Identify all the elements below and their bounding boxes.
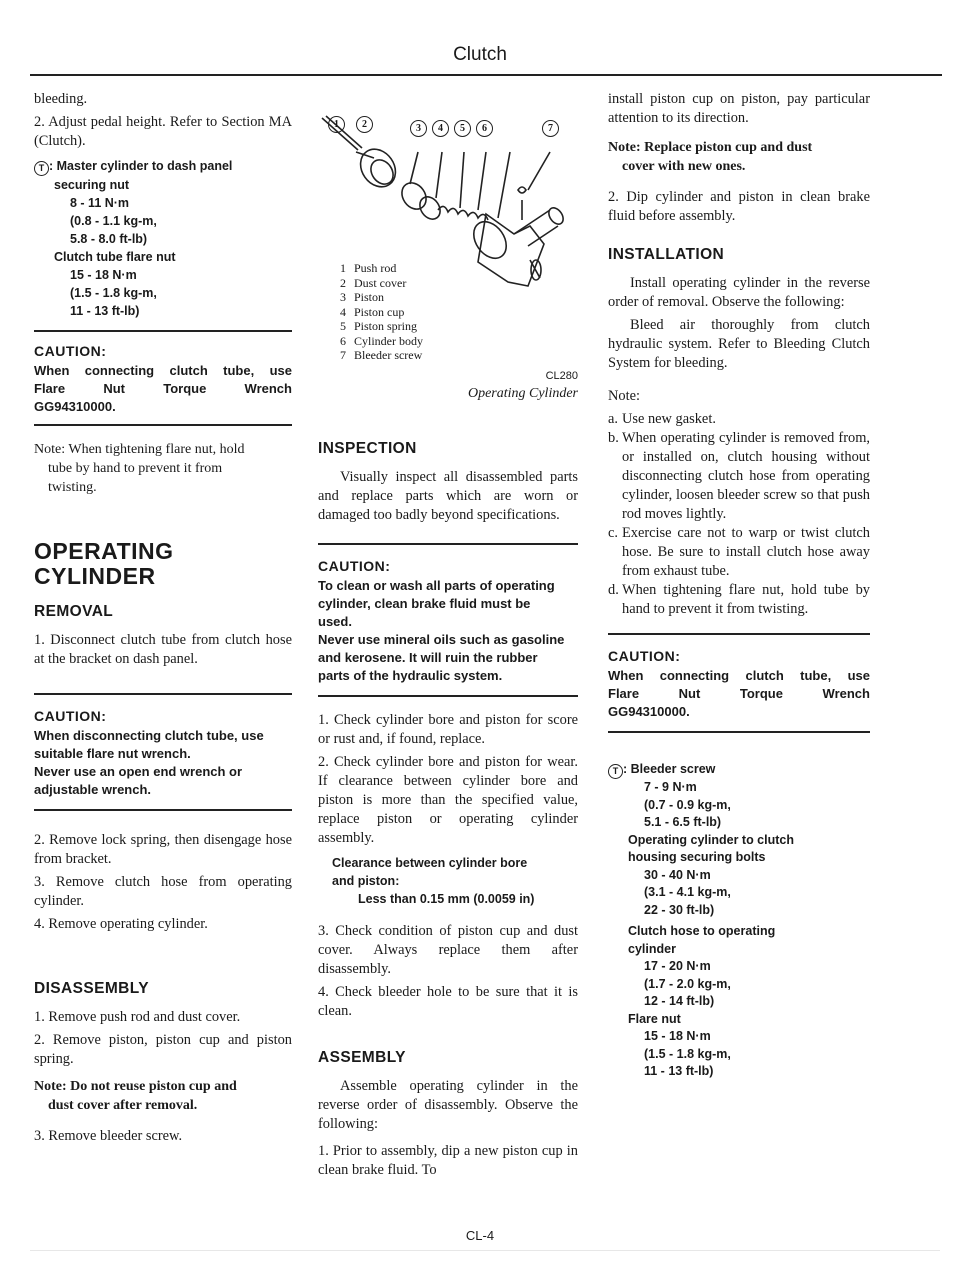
spec-value: (0.8 - 1.1 kg-m, [70,214,157,228]
section-heading-line: OPERATING [34,538,174,564]
note-line: dust cover after removal. [48,1098,198,1113]
spec-title: Operating cylinder to clutch [628,832,794,847]
caution-word: tube, [800,668,832,683]
removal-step-2: 2. Remove lock spring, then disengage hose from bracket. [34,832,292,867]
note-line: Note: Do not reuse piston cup and [34,1079,237,1094]
spec-title: Clutch hose to operating [628,924,776,938]
caution-line: and kerosene. It will ruin the rubber [318,650,538,665]
note-key: c. [608,525,618,541]
spec-value: (1.7 - 2.0 kg-m, [644,976,731,991]
callout-4: 4 [432,120,449,137]
divider [34,809,292,811]
caution-line: suitable flare nut wrench. [34,746,191,761]
callout-2: 2 [356,116,373,133]
inspection-heading: INSPECTION [318,440,417,457]
section-heading [34,539,292,589]
removal-step-1: 1. Disconnect clutch tube from clutch hose at the bracket on dash panel. [34,632,292,667]
divider [34,693,292,695]
note-line: Note: Replace piston cup and dust [608,140,813,155]
legend-label: Cylinder body [354,333,423,348]
tool-number: GG94310000. [608,704,690,719]
callout-1: 1 [328,116,345,133]
spec-title: and piston: [332,874,400,888]
caution-line [608,667,870,685]
caution-line [608,685,870,703]
legend-number: 4 [340,304,346,319]
caution-word: Torque [739,686,783,701]
inspection-step-2: 2. Check cylinder bore and piston for wear. If clearance between cylinder bore and piston is more than the specified value, replace piston or operating cylinder assembly. [318,754,578,846]
header-divider [30,74,942,76]
torque-spec-operating-cylinder [608,761,870,1081]
installation-text-1: Install operating cylinder in the reverse order of removal. Observe the following: [608,275,870,310]
disassembly-step-2: 2. Remove piston, piston cup and piston spring. [34,1032,292,1067]
legend-item [340,348,480,363]
spec-value: (3.1 - 4.1 kg-m, [644,885,731,899]
assembly-text: Assemble operating cylinder in the reverse order of disassembly. Observe the following: [318,1078,578,1132]
caution-line [34,362,292,380]
spec-title: : Bleeder screw [623,762,716,776]
note-line: twisting. [48,480,97,495]
removal-step-3: 3. Remove clutch hose from operating cylinder. [34,874,292,909]
spec-value: 11 - 13 ft-lb) [644,1064,714,1078]
note-line: Note: When tightening flare nut, hold [34,442,245,457]
spec-title: cylinder [628,941,676,956]
legend-item [340,276,480,291]
step-adjust-pedal: 2. Adjust pedal height. Refer to Section MA (Clutch). [34,114,292,149]
figure-caption: Operating Cylinder [467,386,578,401]
note-item [608,524,870,581]
note-line: tube by hand to prevent it from [48,461,223,476]
divider [608,731,870,733]
page-number: CL-4 [465,1228,495,1243]
note-item [608,410,870,429]
spec-value: 5.1 - 6.5 ft-lb) [644,815,722,829]
note-item [608,581,870,619]
spec-value: 15 - 18 N·m [644,1029,711,1043]
spec-value: 8 - 11 N·m [70,196,130,210]
assembly-heading: ASSEMBLY [318,1049,406,1066]
caution-heading: CAUTION: [34,343,107,359]
caution-word: clutch [169,363,208,378]
footer-divider [30,1250,940,1251]
caution-line: cylinder, clean brake fluid must be [318,596,531,611]
spec-title: Clutch tube flare nut [54,250,176,264]
figure-code: CL280 [545,370,578,382]
spec-value: 12 - 14 ft-lb) [644,994,715,1008]
installation-text-2: Bleed air thoroughly from clutch hydraulic system. Refer to Bleeding Clutch System for bleeding. [608,317,870,371]
note-key: b. [608,430,619,446]
callout-5: 5 [454,120,471,137]
column-right [608,90,870,1081]
caution-word: Flare [608,686,640,701]
caution-line: When disconnecting clutch tube, use [34,728,264,743]
spec-value: 11 - 13 ft-lb) [70,304,140,318]
spec-value: 22 - 30 ft-lb) [644,902,715,917]
cylinder-exploded-drawing [318,110,578,410]
legend-number: 6 [340,333,346,348]
caution-line: parts of the hydraulic system. [318,668,503,683]
note-text: When tightening flare nut, hold tube by hand to prevent it from twisting. [622,582,870,617]
torque-icon: T [608,764,623,779]
legend-label: Piston cup [354,304,405,319]
figure-legend [340,261,480,363]
disassembly-heading: DISASSEMBLY [34,980,149,997]
inspection-step-4: 4. Check bleeder hole to be sure that it is clean. [318,984,578,1019]
caution-word: tube, [223,363,255,378]
caution-line: adjustable wrench. [34,782,152,797]
spec-title: housing securing bolts [628,850,766,864]
caution-word: Nut [103,381,125,396]
legend-item [340,290,480,305]
callout-6: 6 [476,120,493,137]
tool-number: GG94310000. [34,399,116,414]
note-text: Use new gasket. [622,411,716,427]
spec-value: Less than 0.15 mm (0.0059 in) [358,892,535,906]
disassembly-step-1: 1. Remove push rod and dust cover. [34,1009,241,1025]
caution-line [34,380,292,398]
column-left [34,90,292,1150]
caution-line: Never use mineral oils such as gasoline [318,632,565,647]
column-middle [318,440,578,1184]
caution-word: When [608,668,644,683]
spec-value: 15 - 18 N·m [70,268,137,282]
legend-item [340,319,480,334]
caution-word: Nut [678,686,701,701]
intro-line: bleeding. [34,91,88,107]
note-text: Exercise care not to warp or twist clutch hose. Be sure to install clutch hose away from exhaust tube. [622,525,870,579]
section-heading-line: CYLINDER [34,563,156,589]
note-text: When operating cylinder is removed from, or installed on, clutch housing without disconnecting clutch hose from operating cylinder, loosen bleeder screw so that push rod moves lightly. [622,430,870,522]
caution-word: Wrench [822,686,870,701]
caution-word: connecting [659,668,730,683]
disassembly-step-3: 3. Remove bleeder screw. [34,1128,183,1144]
legend-number: 5 [340,319,346,333]
removal-step-4: 4. Remove operating cylinder. [34,916,208,932]
legend-number: 7 [340,348,346,362]
note-key: a. [608,411,618,427]
caution-box [318,557,578,685]
legend-item [340,305,480,320]
assembly-step-2: 2. Dip cylinder and piston in clean brake fluid before assembly. [608,189,870,224]
note-key: d. [608,582,619,598]
removal-heading: REMOVAL [34,603,114,620]
operating-cylinder-figure [318,110,578,410]
caution-box [34,342,292,416]
figure-callouts [318,114,578,144]
spec-value: (1.5 - 1.8 kg-m, [644,1046,731,1061]
callout-7: 7 [542,120,559,137]
spec-value: (1.5 - 1.8 kg-m, [70,286,157,300]
spec-title-cont: securing nut [54,178,130,192]
legend-number: 2 [340,275,346,290]
note-line: cover with new ones. [622,159,746,174]
spec-value: 5.8 - 8.0 ft-lb) [70,232,148,246]
divider [608,633,870,635]
caution-word: use [847,668,870,683]
spec-title: Clearance between cylinder bore [332,856,528,870]
legend-label: Dust cover [354,275,407,290]
note-item [608,429,870,524]
clearance-spec [318,854,578,908]
page-title: Clutch [453,44,507,65]
installation-heading: INSTALLATION [608,246,725,263]
legend-number: 3 [340,290,346,304]
spec-value: (0.7 - 0.9 kg-m, [644,797,731,812]
caution-line: To clean or wash all parts of operating [318,578,555,593]
torque-spec-master-cylinder [34,157,292,320]
inspection-step-1: 1. Check cylinder bore and piston for score or rust and, if found, replace. [318,712,578,747]
caution-word: use [269,363,292,378]
inspection-text: Visually inspect all disassembled parts and replace parts which are worn or damaged too badly beyond specifications. [318,469,578,523]
caution-heading: CAUTION: [608,648,681,664]
assembly-step-1: 1. Prior to assembly, dip a new piston cup in clean brake fluid. To [318,1143,578,1178]
caution-word: connecting [84,363,155,378]
torque-icon: T [34,161,49,176]
spec-value: 7 - 9 N·m [644,780,697,794]
legend-item [340,261,480,276]
note-replace-cup [608,138,870,176]
legend-number: 1 [340,261,346,275]
assembly-continued: install piston cup on piston, pay particular attention to its direction. [608,91,870,126]
caution-word: Flare [34,381,66,396]
divider [34,424,292,426]
caution-word: clutch [745,668,784,683]
note-label: Note: [608,388,640,404]
spec-value: 30 - 40 N·m [644,867,711,882]
inspection-step-3: 3. Check condition of piston cup and dust cover. Always replace them after disassembly. [318,923,578,977]
note-piston-cup [34,1077,292,1115]
legend-label: Bleeder screw [354,348,423,362]
legend-label: Piston [354,290,385,304]
callout-3: 3 [410,120,427,137]
legend-label: Push rod [354,261,397,275]
caution-box [34,707,292,799]
caution-heading: CAUTION: [318,558,391,574]
note-flare-nut [34,440,292,497]
divider [318,543,578,545]
caution-box [608,647,870,721]
spec-title: Flare nut [628,1011,681,1026]
caution-heading: CAUTION: [34,708,107,724]
spec-value: 17 - 20 N·m [644,959,711,973]
caution-line: used. [318,614,352,629]
legend-item [340,334,480,349]
caution-line: Never use an open end wrench or [34,764,243,779]
caution-word: Torque [163,381,207,396]
spec-title: : Master cylinder to dash panel [49,159,233,173]
divider [34,330,292,332]
caution-word: When [34,363,70,378]
caution-word: Wrench [244,381,292,396]
note-list [608,410,870,619]
legend-label: Piston spring [354,319,418,333]
divider [318,695,578,697]
